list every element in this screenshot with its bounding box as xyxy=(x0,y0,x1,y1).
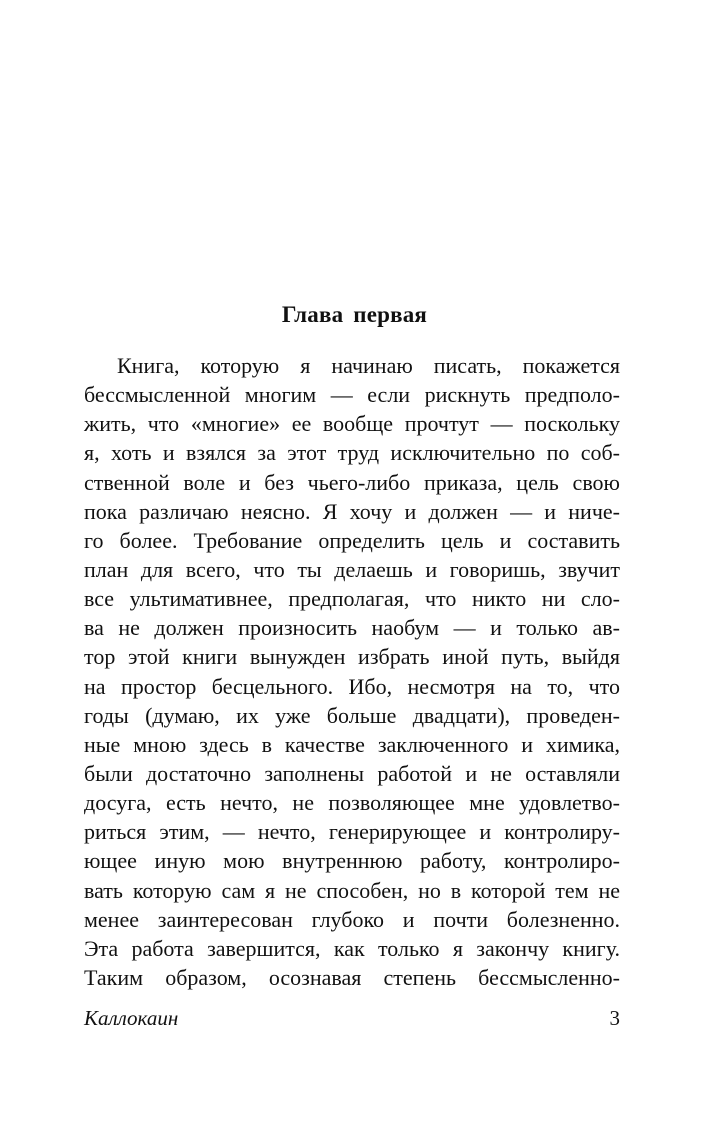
text-line: ва не должен произносить наобум — и только ав- xyxy=(84,615,620,641)
text-line: ющее иную мою внутреннюю работу, контролиро- xyxy=(84,848,620,874)
page-number: 3 xyxy=(609,1006,620,1030)
chapter-body-text xyxy=(84,351,620,992)
text-line: жить, что «многие» ее вообще прочтут — поскольку xyxy=(84,411,620,437)
text-line: на простор бесцельного. Ибо, несмотря на то, что xyxy=(84,673,620,699)
text-line: ные мною здесь в качестве заключенного и химика, xyxy=(84,731,620,757)
running-title: Каллокаин xyxy=(84,1006,179,1030)
text-line: ственной воле и без чьего-либо приказа, цель свою xyxy=(84,469,620,495)
text-line: го более. Требование определить цель и составить xyxy=(84,527,620,553)
text-line: тор этой книги вынужден избрать иной путь, выйдя xyxy=(84,644,620,670)
text-line: Эта работа завершится, как только я закончу книгу. xyxy=(84,935,620,961)
text-line: вать которую сам я не способен, но в которой тем не xyxy=(84,877,620,903)
page-footer xyxy=(84,1006,620,1031)
text-line: риться этим, — нечто, генерирующее и контролиру- xyxy=(84,819,620,845)
text-line: годы (думаю, их уже больше двадцати), проведен- xyxy=(84,702,620,728)
chapter-title: Глава первая xyxy=(281,302,428,327)
text-line: Книга, которую я начинаю писать, покажется xyxy=(117,353,620,378)
text-line: досуга, есть нечто, не позволяющее мне удовлетво- xyxy=(84,790,620,816)
text-line: пока различаю неясно. Я хочу и должен — и ниче- xyxy=(84,498,620,524)
text-line: Таким образом, осознавая степень бессмысленно- xyxy=(84,964,620,990)
text-line: все ультимативнее, предполагая, что никто ни сло- xyxy=(84,586,620,612)
text-line: план для всего, что ты делаешь и говоришь, звучит xyxy=(84,556,620,582)
text-line: я, хоть и взялся за этот труд исключительно по соб- xyxy=(84,440,620,466)
text-line: менее заинтересован глубоко и почти болезненно. xyxy=(84,906,620,932)
text-line: бессмысленной многим — если рискнуть предполо- xyxy=(84,382,620,408)
text-line: были достаточно заполнены работой и не оставляли xyxy=(84,760,620,786)
